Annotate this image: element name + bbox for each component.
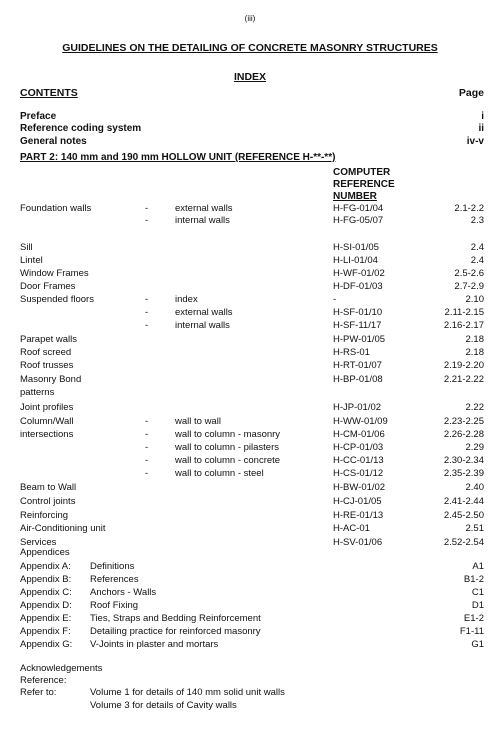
row-item-label: Roof trusses — [20, 360, 74, 371]
row-reference-code: H-DF-01/03 — [333, 281, 383, 292]
row-item-label: intersections — [20, 429, 74, 440]
row-page-number: 2.21-2.22 — [443, 374, 484, 385]
row-page-number: 2.10 — [465, 294, 484, 305]
row-reference-code: - — [333, 294, 337, 305]
appendix-label: Appendix F: — [20, 626, 71, 637]
row-item-label: Services — [20, 537, 57, 548]
appendix-label: Appendix D: — [20, 600, 72, 611]
volume-reference: Volume 1 for details of 140 mm solid unit walls — [90, 687, 285, 698]
appendix-title: References — [90, 574, 139, 585]
row-dash: - — [145, 294, 149, 305]
row-item-label: Lintel — [20, 255, 43, 266]
appendix-page: F1-11 — [459, 626, 484, 637]
appendix-label: Appendix C: — [20, 587, 72, 598]
refer-to-label: Refer to: — [20, 687, 57, 698]
preface-item-page: i — [481, 111, 484, 122]
row-item-label: Sill — [20, 242, 33, 253]
row-page-number: 2.22 — [465, 402, 484, 413]
appendix-page: B1-2 — [463, 574, 484, 585]
preface-item-label: Preface — [20, 111, 57, 122]
row-page-number: 2.29 — [465, 442, 484, 453]
row-page-number: 2.45-2.50 — [443, 510, 484, 521]
page-number: (iii) — [244, 14, 256, 23]
row-page-number: 2.5-2.6 — [454, 268, 484, 279]
computer-ref-header-line: COMPUTER — [333, 167, 391, 178]
volume-reference: Volume 3 for details of Cavity walls — [90, 700, 237, 711]
row-item-label: Window Frames — [20, 268, 89, 279]
row-page-number: 2.7-2.9 — [454, 281, 484, 292]
row-item-label: Masonry Bond — [20, 374, 82, 385]
row-dash: - — [145, 442, 149, 453]
row-sub-label: external walls — [175, 307, 233, 318]
appendix-title: Ties, Straps and Bedding Reinforcement — [90, 613, 261, 624]
preface-item-page: iv-v — [466, 136, 484, 147]
computer-ref-header-line: REFERENCE — [333, 179, 395, 190]
row-item-label: Column/Wall — [20, 416, 74, 427]
row-reference-code: H-CC-01/13 — [333, 455, 384, 466]
row-page-number: 2.4 — [470, 242, 484, 253]
appendix-page: C1 — [471, 587, 484, 598]
row-item-label: Control joints — [20, 496, 76, 507]
row-reference-code: H-RE-01/13 — [333, 510, 384, 521]
appendix-label: Appendix G: — [20, 639, 73, 650]
row-page-number: 2.11-2.15 — [444, 307, 484, 318]
appendix-title: Definitions — [90, 561, 135, 572]
row-dash: - — [145, 320, 149, 331]
appendix-page: D1 — [471, 600, 484, 611]
row-sub-label: index — [175, 294, 198, 305]
appendix-title: Anchors - Walls — [90, 587, 157, 598]
row-dash: - — [145, 455, 149, 466]
row-reference-code: H-CM-01/06 — [333, 429, 385, 440]
row-sub-label: wall to wall — [175, 416, 221, 427]
document-title: GUIDELINES ON THE DETAILING OF CONCRETE MASONRY STRUCTURES — [62, 42, 438, 54]
row-reference-code: H-SI-01/05 — [333, 242, 379, 253]
row-page-number: 2.18 — [465, 347, 484, 358]
row-reference-code: H-LI-01/04 — [333, 255, 378, 266]
row-reference-code: H-CJ-01/05 — [333, 496, 382, 507]
row-dash: - — [145, 468, 149, 479]
row-sub-label: wall to column - masonry — [175, 429, 281, 440]
row-reference-code: H-JP-01/02 — [333, 402, 382, 413]
row-sub-label: internal walls — [175, 320, 230, 331]
appendix-page: G1 — [471, 639, 484, 650]
row-item-label: Door Frames — [20, 281, 76, 292]
appendix-label: Appendix B: — [20, 574, 72, 585]
reference-label: Reference: — [20, 675, 67, 686]
row-dash: - — [145, 307, 149, 318]
appendix-label: Appendix E: — [20, 613, 72, 624]
row-reference-code: H-PW-01/05 — [333, 334, 386, 345]
row-sub-label: wall to column - concrete — [175, 455, 281, 466]
row-reference-code: H-BP-01/08 — [333, 374, 383, 385]
row-page-number: 2.4 — [470, 255, 484, 266]
appendix-page: E1-2 — [463, 613, 484, 624]
appendices-heading: Appendices — [20, 547, 70, 558]
row-reference-code: H-SF-01/10 — [333, 307, 383, 318]
row-page-number: 2.40 — [465, 482, 484, 493]
row-item-label: Air-Conditioning unit — [20, 523, 106, 534]
row-sub-label: external walls — [175, 203, 233, 214]
preface-item-label: General notes — [20, 136, 87, 147]
row-sub-label: wall to column - pilasters — [175, 442, 280, 453]
appendix-page: A1 — [472, 561, 484, 572]
row-item-label: Reinforcing — [20, 510, 69, 521]
row-item-label: patterns — [20, 387, 55, 398]
appendix-title: Roof Fixing — [90, 600, 139, 611]
row-page-number: 2.3 — [470, 215, 484, 226]
row-reference-code: H-WF-01/02 — [333, 268, 385, 279]
row-item-label: Suspended floors — [20, 294, 94, 305]
row-dash: - — [145, 429, 149, 440]
row-page-number: 2.18 — [465, 334, 484, 345]
appendix-title: Detailing practice for reinforced masonry — [90, 626, 261, 637]
row-item-label: Foundation walls — [20, 203, 92, 214]
part2-heading: PART 2: 140 mm and 190 mm HOLLOW UNIT (REFERENCE H-**-**) — [20, 152, 336, 163]
row-reference-code: H-SF-11/17 — [333, 320, 382, 331]
row-page-number: 2.35-2.39 — [443, 468, 484, 479]
row-page-number: 2.26-2.28 — [443, 429, 484, 440]
preface-item-page: ii — [478, 123, 484, 134]
row-reference-code: H-WW-01/09 — [333, 416, 388, 427]
row-item-label: Beam to Wall — [20, 482, 77, 493]
row-page-number: 2.52-2.54 — [443, 537, 484, 548]
page-column-heading: Page — [458, 87, 484, 99]
row-dash: - — [145, 215, 149, 226]
row-page-number: 2.16-2.17 — [443, 320, 484, 331]
row-page-number: 2.30-2.34 — [443, 455, 484, 466]
row-page-number: 2.23-2.25 — [443, 416, 484, 427]
row-page-number: 2.41-2.44 — [443, 496, 484, 507]
row-reference-code: H-CS-01/12 — [333, 468, 384, 479]
row-reference-code: H-FG-05/07 — [333, 215, 384, 226]
row-sub-label: wall to column - steel — [175, 468, 264, 479]
contents-heading: CONTENTS — [20, 87, 78, 99]
row-reference-code: H-RT-01/07 — [333, 360, 382, 371]
row-reference-code: H-SV-01/06 — [333, 537, 383, 548]
computer-ref-header-line: NUMBER — [333, 191, 377, 202]
appendix-label: Appendix A: — [20, 561, 71, 572]
row-reference-code: H-CP-01/03 — [333, 442, 384, 453]
row-dash: - — [145, 203, 149, 214]
preface-item-label: Reference coding system — [20, 123, 142, 134]
index-title: INDEX — [233, 71, 267, 83]
row-reference-code: H-BW-01/02 — [333, 482, 386, 493]
row-reference-code: H-FG-01/04 — [333, 203, 384, 214]
row-item-label: Joint profiles — [20, 402, 74, 413]
row-page-number: 2.51 — [465, 523, 484, 534]
appendix-title: V-Joints in plaster and mortars — [90, 639, 219, 650]
row-dash: - — [145, 416, 149, 427]
row-reference-code: H-RS-01 — [333, 347, 370, 358]
row-page-number: 2.1-2.2 — [454, 203, 484, 214]
row-page-number: 2.19-2.20 — [443, 360, 484, 371]
acknowledgements: Acknowledgements — [20, 663, 103, 674]
row-sub-label: internal walls — [175, 215, 230, 226]
row-item-label: Parapet walls — [20, 334, 78, 345]
row-item-label: Roof screed — [20, 347, 72, 358]
row-reference-code: H-AC-01 — [333, 523, 370, 534]
